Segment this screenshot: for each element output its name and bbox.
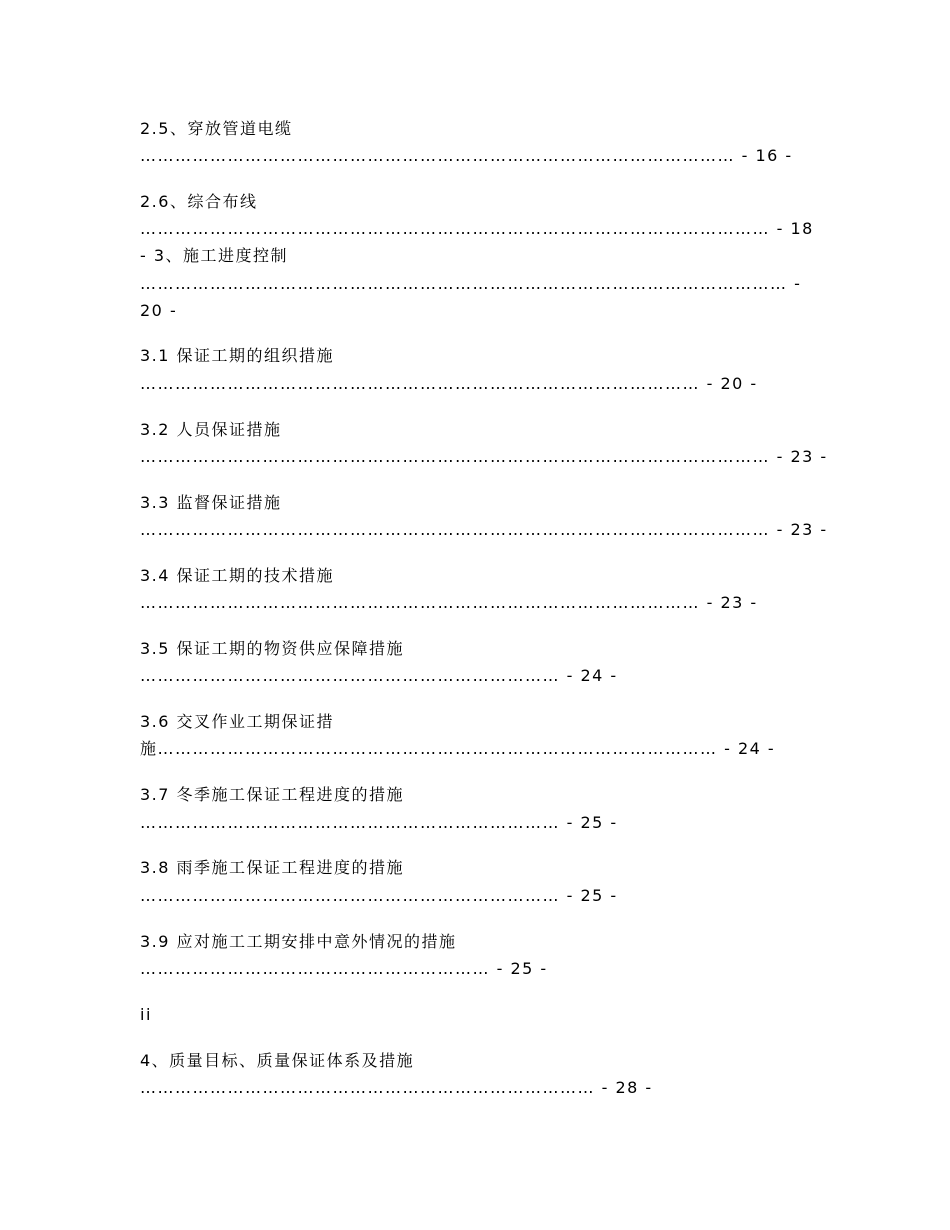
toc-heading-3: - 3、施工进度控制 bbox=[140, 246, 289, 265]
toc-leader-3-3: ……………………………………………………………………………………………… - 23 - bbox=[140, 520, 828, 539]
toc-heading-3-5: 3.5 保证工期的物资供应保障措施 bbox=[140, 639, 405, 658]
toc-leader-2-6: ……………………………………………………………………………………………… - 18 bbox=[140, 219, 814, 238]
toc-leader-3-1: …………………………………………………………………………………… - 20 - bbox=[140, 374, 758, 393]
toc-heading-3-3: 3.3 监督保证措施 bbox=[140, 493, 282, 512]
toc-heading-3-6: 3.6 交叉作业工期保证措 bbox=[140, 712, 335, 731]
toc-leader-3-4: …………………………………………………………………………………… - 23 - bbox=[140, 593, 758, 612]
toc-leader-2-5: ………………………………………………………………………………………… - 16 - bbox=[140, 146, 793, 165]
toc-leader-4: …………………………………………………………………… - 28 - bbox=[140, 1078, 653, 1097]
page-number-roman: ii bbox=[140, 1005, 152, 1024]
toc-page-3: 20 - bbox=[140, 301, 178, 320]
toc-heading-4: 4、质量目标、质量保证体系及措施 bbox=[140, 1051, 415, 1070]
toc-heading-3-1: 3.1 保证工期的组织措施 bbox=[140, 346, 335, 365]
toc-leader-3-9: …………………………………………………… - 25 - bbox=[140, 959, 548, 978]
toc-heading-2-5: 2.5、穿放管道电缆 bbox=[140, 119, 293, 138]
toc-heading-3-2: 3.2 人员保证措施 bbox=[140, 420, 282, 439]
toc-heading-3-7: 3.7 冬季施工保证工程进度的措施 bbox=[140, 785, 405, 804]
toc-leader-3-8: ……………………………………………………………… - 25 - bbox=[140, 886, 618, 905]
toc-heading-3-8: 3.8 雨季施工保证工程进度的措施 bbox=[140, 858, 405, 877]
toc-heading-3-4: 3.4 保证工期的技术措施 bbox=[140, 566, 335, 585]
toc-heading-2-6: 2.6、综合布线 bbox=[140, 192, 258, 211]
toc-leader-3-5: ……………………………………………………………… - 24 - bbox=[140, 666, 618, 685]
toc-leader-3-6: 施…………………………………………………………………………………… - 24 - bbox=[140, 739, 776, 758]
toc-leader-3-2: ……………………………………………………………………………………………… - 23 - bbox=[140, 447, 828, 466]
toc-leader-3-7: ……………………………………………………………… - 25 - bbox=[140, 813, 618, 832]
toc-heading-3-9: 3.9 应对施工工期安排中意外情况的措施 bbox=[140, 932, 457, 951]
toc-leader-3: ………………………………………………………………………………………………… - bbox=[140, 274, 802, 293]
